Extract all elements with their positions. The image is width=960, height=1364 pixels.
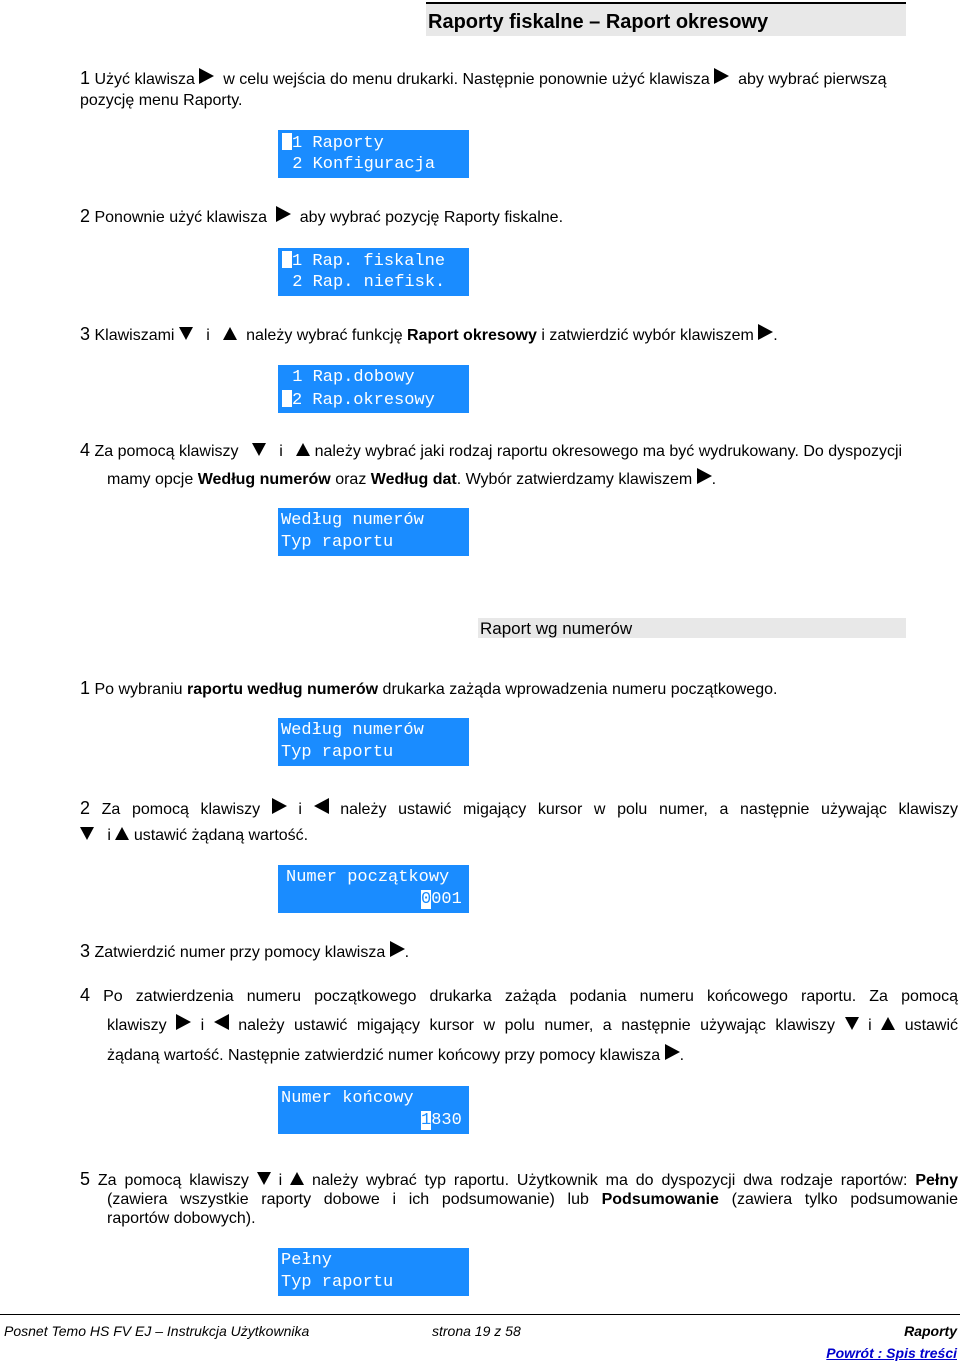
lcd-display-by-number: Według numerów Typ raportu — [278, 718, 469, 766]
step-1-line-1: 1 Użyć klawisza w celu wejścia do menu drukarki. Następnie ponownie użyć klawisza aby wybrać pierwszą — [80, 68, 887, 88]
section-subheader — [478, 618, 906, 638]
down-arrow-key-icon — [80, 827, 94, 840]
down-arrow-key-icon — [257, 1172, 271, 1185]
right-arrow-key-icon — [390, 941, 405, 957]
up-arrow-key-icon — [296, 443, 310, 456]
left-arrow-key-icon — [214, 1014, 229, 1030]
num-step-4-line-2: klawiszy i należy ustawić migający kursor w polu numer, a następnie używając klawiszy i ustawić — [107, 1014, 958, 1036]
right-arrow-key-icon — [665, 1044, 680, 1060]
cursor-block — [282, 251, 292, 268]
down-arrow-key-icon — [252, 443, 266, 456]
section-title: Raport wg numerów — [480, 619, 633, 638]
page-title: Raporty fiskalne – Raport okresowy — [428, 11, 769, 33]
footer-document-title: Posnet Temo HS FV EJ – Instrukcja Użytkownika — [4, 1323, 310, 1339]
lcd-display-menu: 1 Raporty 2 Konfiguracja — [278, 130, 469, 178]
up-arrow-key-icon — [223, 327, 237, 340]
num-step-5-line-3: raportów dobowych). — [107, 1210, 256, 1227]
step-4-line-1: 4 Za pomocą klawiszy i należy wybrać jaki rodzaj raportu okresowego ma być wydrukowany. Do dyspozycji — [80, 440, 903, 460]
num-step-2-line-2: i ustawić żądaną wartość. — [80, 826, 308, 846]
cursor-block — [282, 133, 292, 150]
step-4-line-2: mamy opcje Według numerów oraz Według dat. Wybór zatwierdzamy klawiszem . — [107, 468, 716, 490]
lcd-display-end-number: Numer końcowy 1830 — [278, 1086, 469, 1134]
step-2: 2 Ponownie użyć klawisza aby wybrać pozycję Raporty fiskalne. — [80, 206, 564, 226]
down-arrow-key-icon — [179, 327, 193, 340]
num-step-5-line-2: (zawiera wszystkie raporty dobowe i ich podsumowanie) lub Podsumowanie (zawiera tylko podsumowanie — [107, 1191, 959, 1208]
blinking-digit: 0 — [421, 890, 432, 909]
lcd-display-reports: 1 Rap. fiskalne 2 Rap. niefisk. — [278, 248, 469, 296]
step-1-line-2: pozycję menu Raporty. — [80, 92, 243, 109]
up-arrow-key-icon — [115, 827, 129, 840]
lcd-display-report-type: Pełny Typ raportu — [278, 1248, 469, 1296]
page-header — [426, 2, 906, 36]
step-3: 3 Klawiszami i należy wybrać funkcję Raport okresowy i zatwierdzić wybór klawiszem . — [80, 324, 778, 344]
num-step-1: 1 Po wybraniu raportu według numerów drukarka zażąda wprowadzenia numeru początkowego. — [80, 678, 778, 698]
footer-page-number: strona 19 z 58 — [432, 1323, 521, 1339]
footer-divider — [0, 1314, 960, 1315]
right-arrow-key-icon — [758, 324, 773, 340]
blinking-digit: 1 — [421, 1111, 432, 1130]
lcd-display-start-number: Numer początkowy 0001 — [278, 865, 469, 913]
right-arrow-key-icon — [697, 468, 712, 484]
down-arrow-key-icon — [845, 1017, 859, 1030]
num-step-4-line-1: 4 Po zatwierdzenia numeru początkowego drukarka zażąda podania numeru końcowego raportu. Za pomocą — [80, 985, 958, 1005]
footer-section-name: Raporty — [904, 1323, 957, 1339]
up-arrow-key-icon — [290, 1172, 304, 1185]
back-to-contents-link[interactable]: Powrót : Spis treści — [826, 1345, 957, 1361]
right-arrow-key-icon — [276, 206, 291, 222]
right-arrow-key-icon — [199, 68, 214, 84]
num-step-2-line-1: 2 Za pomocą klawiszy i należy ustawić migający kursor w polu numer, a następnie używając klawiszy — [80, 798, 959, 818]
up-arrow-key-icon — [881, 1017, 895, 1030]
right-arrow-key-icon — [272, 798, 287, 814]
lcd-display-fiscal: 1 Rap.dobowy 2 Rap.okresowy — [278, 365, 469, 413]
num-step-5-line-1: 5 Za pomocą klawiszy i należy wybrać typ raportu. Użytkownik ma do dyspozycji dwa rodzaje raportów: Pełny — [80, 1169, 959, 1189]
num-step-4-line-3: żądaną wartość. Następnie zatwierdzić numer końcowy przy pomocy klawisza . — [107, 1044, 684, 1066]
right-arrow-key-icon — [176, 1014, 191, 1030]
cursor-block — [282, 390, 292, 407]
right-arrow-key-icon — [714, 68, 729, 84]
lcd-display-period-type: Według numerów Typ raportu — [278, 508, 469, 556]
left-arrow-key-icon — [314, 798, 329, 814]
num-step-3: 3 Zatwierdzić numer przy pomocy klawisza . — [80, 941, 410, 961]
